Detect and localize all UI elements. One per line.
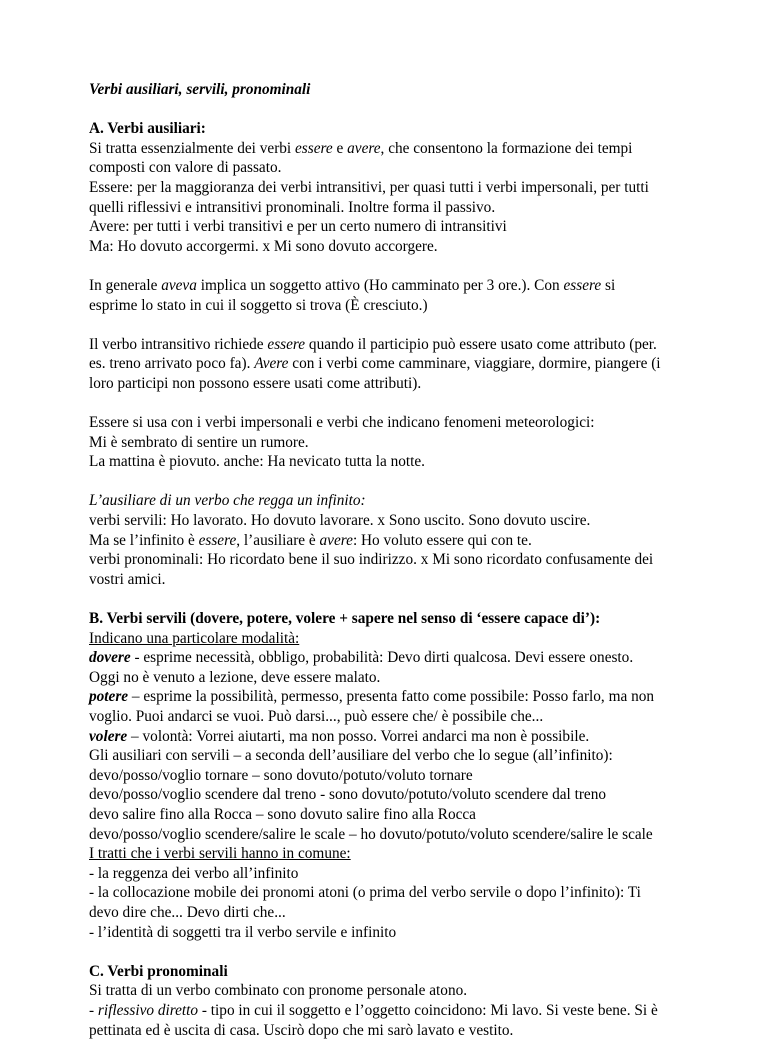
impersonali-example2: La mattina è piovuto. anche: Ha nevicato tutta la notte. [89, 452, 689, 472]
tratto-item-1: - la reggenza dei verbo all’infinito [89, 864, 689, 884]
pronominali-line1: Si tratta di un verbo combinato con pronome personale atono. [89, 981, 689, 1001]
avere-line: Avere: per tutti i verbi transitivi e per un certo numero di intransitivi [89, 217, 689, 237]
section-a-intro: Si tratta essenzialmente dei verbi essere e avere, che consentono la formazione dei tempi [89, 139, 689, 159]
pronominali-line3: pettinata ed è uscita di casa. Uscirò dopo che mi sarò lavato e vestito. [89, 1021, 689, 1040]
essere-line2: quelli riflessivi e intransitivi pronominali. Inoltre forma il passivo. [89, 198, 689, 218]
tratto-item-2: - la collocazione mobile dei pronomi atoni (o prima del verbo servile o dopo l’infinito): Ti [89, 883, 689, 903]
pronominali-line2: - riflessivo diretto - tipo in cui il soggetto e l’oggetto coincidono: Mi lavo. Si veste bene. Si è [89, 1001, 689, 1021]
essere-line: Essere: per la maggioranza dei verbi intransitivi, per quasi tutti i verbi impersonali, per tutti [89, 178, 689, 198]
generale-paragraph: In generale aveva implica un soggetto attivo (Ho camminato per 3 ore.). Con essere si [89, 276, 689, 296]
ausiliari-servili-line2: devo/posso/voglio tornare – sono dovuto/potuto/voluto tornare [89, 766, 689, 786]
section-b-heading: B. Verbi servili (dovere, potere, volere + sapere nel senso di ‘essere capace di’): [89, 609, 689, 629]
tratto-item-2-line2: devo dire che... Devo dirti che... [89, 903, 689, 923]
ausiliari-servili-line3: devo/posso/voglio scendere dal treno - sono dovuto/potuto/voluto scendere dal treno [89, 785, 689, 805]
infinito-line2: Ma se l’infinito è essere, l’ausiliare è avere: Ho voluto essere qui con te. [89, 531, 689, 551]
potere-line: potere – esprime la possibilità, permesso, presenta fatto come possibile: Posso farlo, ma non [89, 687, 689, 707]
infinito-heading: L’ausiliare di un verbo che regga un infinito: [89, 491, 689, 511]
document-page [89, 80, 689, 1040]
ausiliari-servili-line1: Gli ausiliari con servili – a seconda dell’ausiliare del verbo che lo segue (all’infinito): [89, 746, 689, 766]
intransitivo-paragraph: Il verbo intransitivo richiede essere quando il participio può essere usato come attributo (per. [89, 335, 689, 355]
document-title: Verbi ausiliari, servili, pronominali [89, 80, 689, 100]
tratti-subheading: I tratti che i verbi servili hanno in comune: [89, 844, 689, 864]
intransitivo-paragraph-line2: es. treno arrivato poco fa). Avere con i verbi come camminare, viaggiare, dormire, piangere (i [89, 354, 689, 374]
dovere-line2: Oggi no è venuto a lezione, deve essere malato. [89, 668, 689, 688]
section-c-heading: C. Verbi pronominali [89, 962, 689, 982]
section-b-subheading: Indicano una particolare modalità: [89, 629, 689, 649]
intransitivo-paragraph-line3: loro participi non possono essere usati come attributi). [89, 374, 689, 394]
volere-line: volere – volontà: Vorrei aiutarti, ma non posso. Vorrei andarci ma non è possibile. [89, 727, 689, 747]
potere-line2: voglio. Puoi andarci se vuoi. Può darsi..., può essere che/ è possibile che... [89, 707, 689, 727]
generale-paragraph-line2: esprime lo stato in cui il soggetto si trova (È cresciuto.) [89, 296, 689, 316]
impersonali-line: Essere si usa con i verbi impersonali e verbi che indicano fenomeni meteorologici: [89, 413, 689, 433]
infinito-line3: verbi pronominali: Ho ricordato bene il suo indirizzo. x Mi sono ricordato confusamente dei [89, 550, 689, 570]
infinito-line4: vostri amici. [89, 570, 689, 590]
impersonali-example1: Mi è sembrato di sentire un rumore. [89, 433, 689, 453]
ma-line: Ma: Ho dovuto accorgermi. x Mi sono dovuto accorgere. [89, 237, 689, 257]
infinito-line1: verbi servili: Ho lavorato. Ho dovuto lavorare. x Sono uscito. Sono dovuto uscire. [89, 511, 689, 531]
section-a-heading: A. Verbi ausiliari: [89, 119, 689, 139]
dovere-line: dovere - esprime necessità, obbligo, probabilità: Devo dirti qualcosa. Devi essere onesto. [89, 648, 689, 668]
ausiliari-servili-line4: devo salire fino alla Rocca – sono dovuto salire fino alla Rocca [89, 805, 689, 825]
section-a-intro-line2: composti con valore di passato. [89, 158, 689, 178]
ausiliari-servili-line5: devo/posso/voglio scendere/salire le scale – ho dovuto/potuto/voluto scendere/salire le scale [89, 825, 689, 845]
tratto-item-3: - l’identità di soggetti tra il verbo servile e infinito [89, 923, 689, 943]
